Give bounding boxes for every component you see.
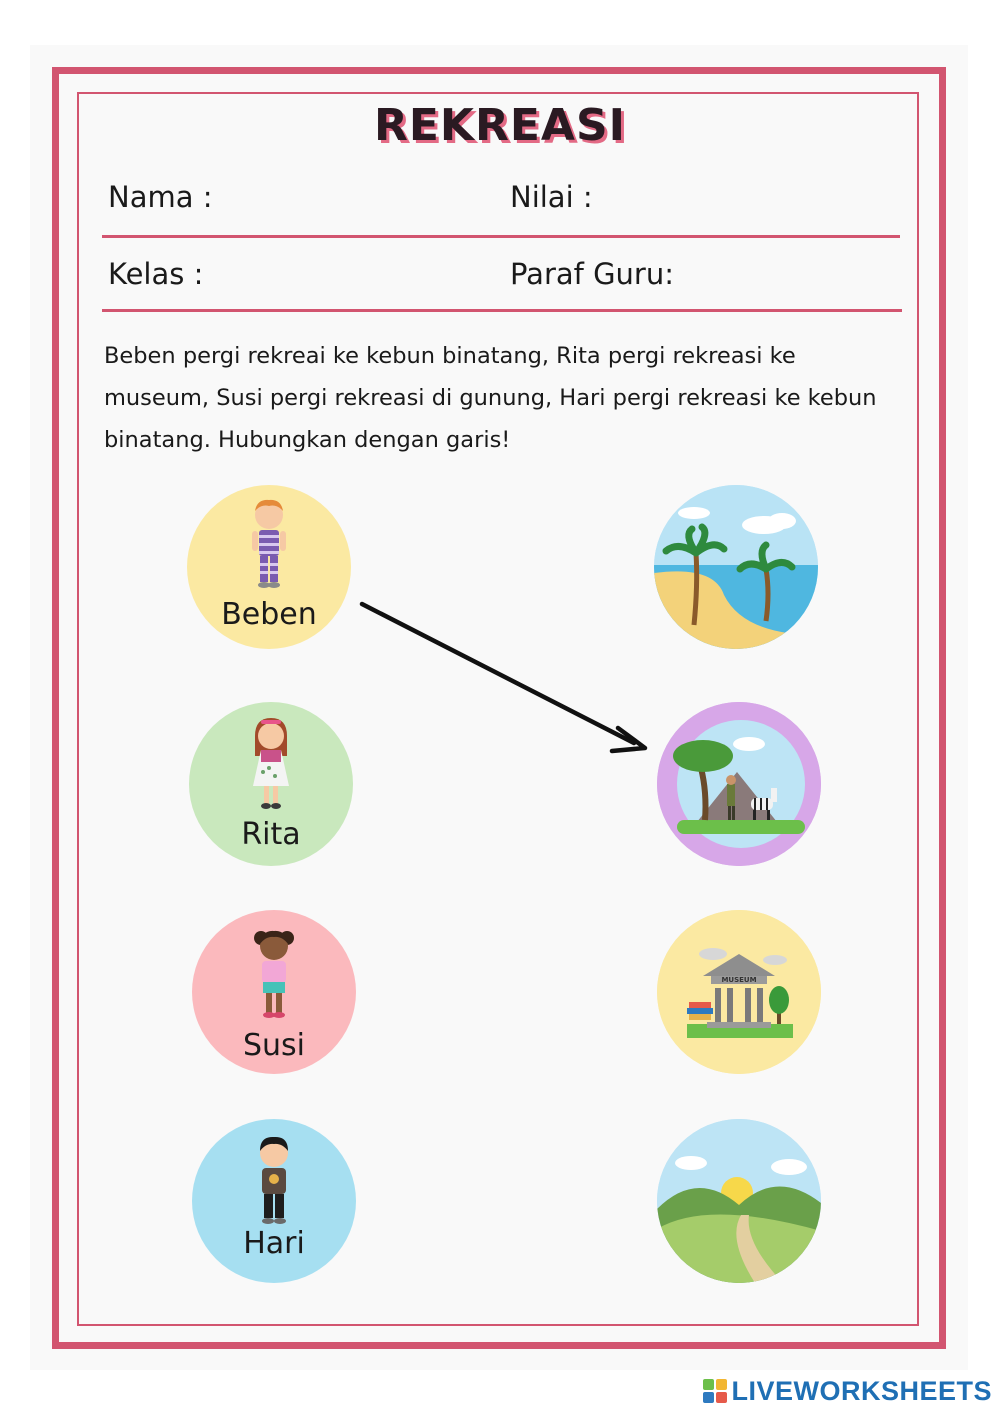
brand-logo xyxy=(703,1374,992,1408)
child-name-label: Beben xyxy=(221,597,317,632)
child-name-label: Rita xyxy=(241,817,301,852)
instruction-text: Beben pergi rekreai ke kebun binatang, Rita pergi rekreasi ke museum, Susi pergi rekreasi di gunung, Hari pergi rekreasi ke kebun binatang. Hubungkan dengan garis! xyxy=(104,343,877,453)
svg-text:MUSEUM: MUSEUM xyxy=(721,976,757,984)
score-field-label: Nilai : xyxy=(510,180,593,214)
brand-blocks-icon xyxy=(703,1379,727,1403)
teacher-signature-label: Paraf Guru: xyxy=(510,257,675,291)
child-name-label: Susi xyxy=(242,1028,306,1063)
page-title: REKREASI xyxy=(373,100,627,151)
class-field-label: Kelas : xyxy=(108,257,204,291)
child-name-label: Hari xyxy=(243,1226,305,1261)
name-field-label: Nama : xyxy=(108,180,213,214)
brand-name: LIVEWORKSHEETS xyxy=(731,1375,992,1406)
